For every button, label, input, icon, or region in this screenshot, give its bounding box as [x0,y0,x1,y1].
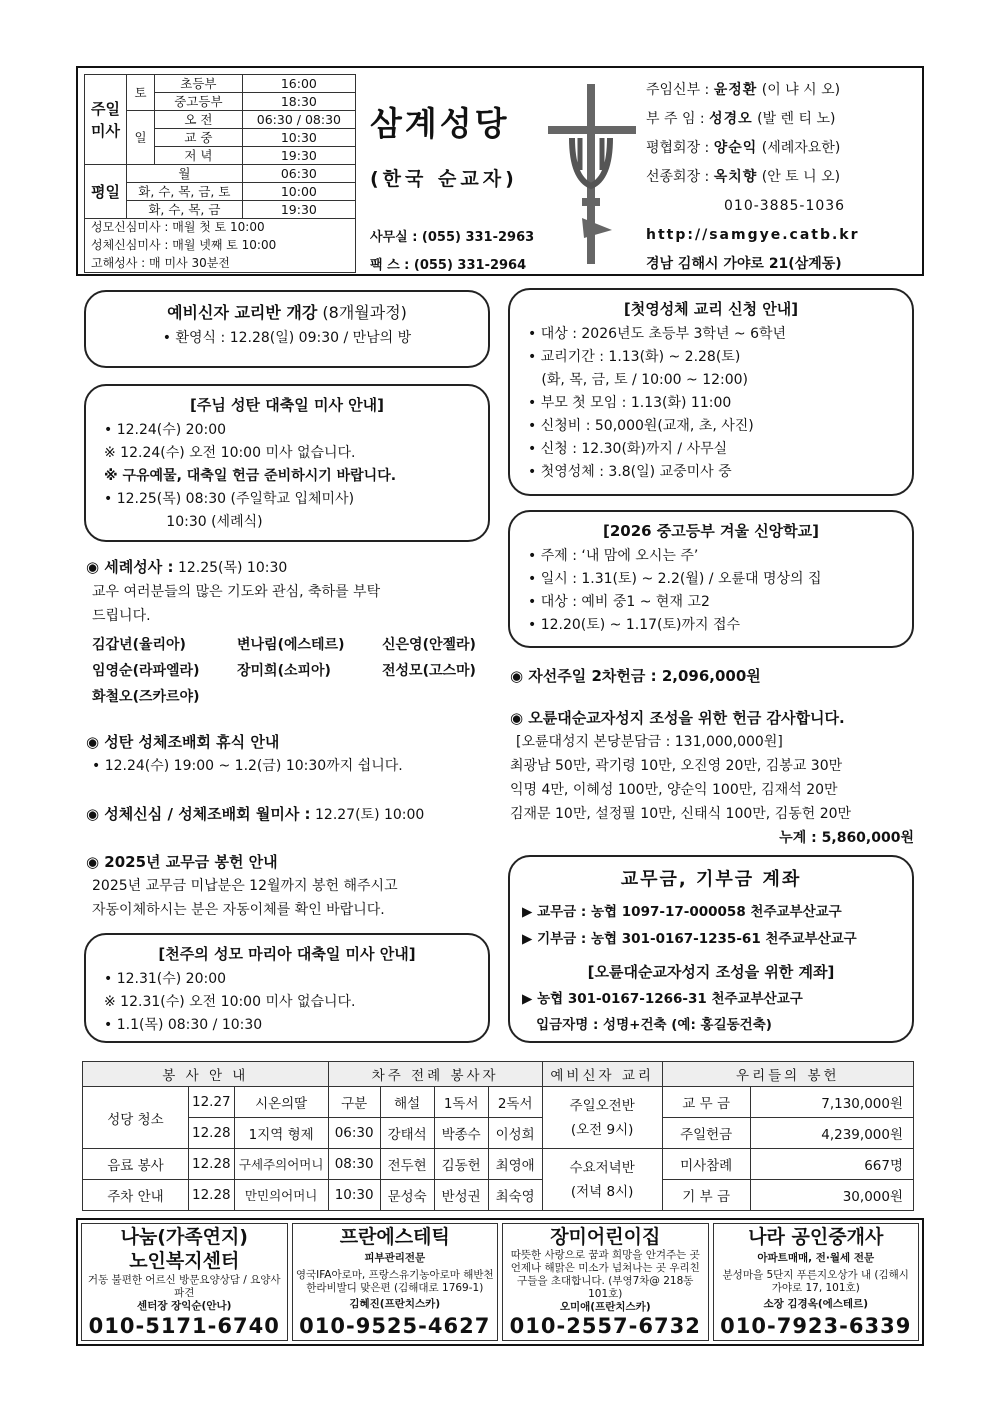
liturgy-person: 최숙영 [488,1180,542,1211]
staff-name: 성경오 [709,111,753,127]
christmas-line: ※ 구유예물, 대축일 헌금 준비하시기 바랍니다. [104,468,397,484]
drinks-label: 음료 봉사 [83,1149,189,1180]
ad-desc: 영국IFA아로마, 프랑스유기농아로마 해반천 한라비발디 맞은편 (김해대로 1769-1) [295,1268,494,1294]
service-group: 시온의딸 [234,1087,328,1118]
liturgy-person: 이성희 [488,1118,542,1149]
cleaning-label: 성당 청소 [83,1087,189,1149]
communion-line: • 부모 첫 모임 : 1.13(화) 11:00 [528,395,732,411]
catechism-wednesday [542,1149,662,1211]
mass-name: 저 녁 [155,147,243,165]
staff-role: 평협회장 : [646,140,714,156]
baptism-date: 12.25(목) 10:30 [173,560,288,576]
note-line: 고해성사 : 매 미사 30분전 [91,256,230,270]
shrine-account-line: ▶ 농협 301-0167-1266-31 천주교부산교구 [522,991,803,1007]
note-line: 성체신심미사 : 매월 넷째 토 10:00 [91,238,277,252]
staff-baptism: (발 렌 티 노) [752,111,836,127]
communion-line: • 대상 : 2026년도 초등부 3학년 ~ 6학년 [528,326,787,342]
catechumen-title-bold: 예비신자 교리반 개강 [167,303,318,322]
website-link[interactable]: http://samgye.catb.kr [646,227,860,243]
christmas-line: • 12.25(목) 08:30 (주일학교 입체미사) [104,491,355,507]
baptism-title: ◉ 세례성사 : [86,558,174,576]
shrine-line: 김재문 10만, 설정필 10만, 신태식 100만, 김동헌 20만 [510,806,852,822]
ad-owner: 오미애(프란치스카) [559,1301,651,1313]
christmas-line: • 12.24(수) 20:00 [104,422,227,438]
adoration-break-section [86,730,496,778]
charity-section [510,664,914,688]
ad-title: 나라 공인중개사 [748,1226,884,1248]
liturgy-col: 2독서 [488,1087,542,1118]
sunday-label: 일 [127,111,155,165]
fax-number: 팩 스 : (055) 331-2964 [370,258,527,273]
account-line: ▶ 교무금 : 농협 1097-17-000058 천주교부산교구 [522,904,842,920]
ad-phone: 010-9525-4627 [299,1314,491,1338]
mass-time: 16:00 [242,75,355,93]
staff-role: 주임신부 : [646,82,714,98]
catechumen-title [104,300,470,323]
ad-desc: 따뜻한 사랑으로 꿈과 희망을 안겨주는 곳 언제나 해맑은 미소가 넘쳐나는 곳 우리친구들을 초대합니다. (부영7차@ 218동 101호) [510,1249,700,1300]
offering-label: 미사참례 [662,1149,750,1180]
staff-baptism: (이 냐 시 오) [757,82,841,98]
shrine-line: 익명 4만, 이혜성 100만, 양순익 100만, 김재석 20만 [510,782,838,798]
winter-school-box [508,510,914,648]
winter-school-line: • 주제 : ‘내 맘에 오시는 주’ [528,548,699,564]
ad-owner: 소장 김경옥(에스테르) [763,1297,869,1310]
liturgy-person: 강태석 [380,1118,434,1149]
catechism-header: 예비신자 교리 [542,1062,662,1087]
liturgy-person: 김동헌 [434,1149,488,1180]
ad-title: 나눔(가족연지) [120,1226,248,1248]
baptism-name: 임영순(라파엘라) [92,663,200,679]
ad-subtitle: 아파트매매, 전·월세 전문 [757,1252,875,1265]
advertisements [76,1218,924,1346]
staff-name: 윤정환 [713,82,758,98]
offering-label: 주일헌금 [662,1118,750,1149]
baptism-text: 드립니다. [92,608,151,624]
service-date: 12.28 [189,1118,235,1149]
church-address: 경남 김해시 가야로 21(삼계동) [646,256,842,272]
saturday-label: 토 [127,75,155,111]
baptism-name: 전성모(고스마) [382,663,476,679]
baptism-names [86,632,496,710]
ad-phone: 010-7923-6339 [720,1314,912,1338]
monthly-mass-date: 12.27(토) 10:00 [310,807,425,823]
offering-header: 우리들의 봉헌 [662,1062,913,1087]
accounts-box [508,855,914,1043]
baptism-text: 교우 여러분들의 많은 기도와 관심, 축하를 부탁 [92,584,381,600]
communion-line: • 교리기간 : 1.13(화) ~ 2.28(토) [528,349,741,365]
offering-amount: 4,239,000원 [750,1118,913,1149]
first-communion-box [508,288,914,496]
service-date: 12.28 [189,1149,235,1180]
mass-time: 06:30 / 08:30 [242,111,355,129]
ad-realty [713,1223,920,1341]
baptism-section [86,555,496,710]
staff-row [646,105,860,134]
parking-label: 주차 안내 [83,1180,189,1211]
accounts-title: 교무금, 기부금 계좌 [620,869,802,890]
staff-name: 양순익 [713,140,758,156]
service-header: 봉 사 안 내 [83,1062,329,1087]
liturgy-person: 박종수 [434,1118,488,1149]
charity-title: ◉ 자선주일 2차헌금 : 2,096,000원 [510,667,761,685]
note-line: 성모신심미사 : 매월 첫 토 10:00 [91,220,265,234]
mass-name: 오 전 [155,111,243,129]
mary-line: • 1.1(목) 08:30 / 10:30 [104,1017,263,1033]
offering-amount: 667명 [750,1149,913,1180]
adoration-break-line: • 12.24(수) 19:00 ~ 1.2(금) 10:30까지 쉽니다. [92,758,403,774]
ad-phone: 010-2557-6732 [509,1314,701,1338]
mass-time: 19:30 [242,147,355,165]
catechism-class: 수요저녁반 [569,1159,635,1176]
mass-name: 화, 수, 목, 금, 토 [127,183,243,201]
communion-line: • 신청비 : 50,000원(교재, 초, 사진) [528,418,754,434]
service-table [82,1061,914,1211]
office-phone: 사무실 : (055) 331-2963 [370,230,535,245]
winter-school-line: • 대상 : 예비 중1 ~ 현재 고2 [528,594,710,610]
mass-schedule-table [84,74,356,219]
baptism-name: 김갑년(율리아) [92,637,186,653]
mary-title: [천주의 성모 마리아 대축일 미사 안내] [158,945,416,963]
staff-role: 부 주 임 : [646,111,710,127]
liturgy-person: 문성숙 [380,1180,434,1211]
communion-line: • 첫영성체 : 3.8(일) 교중미사 중 [528,464,732,480]
liturgy-time: 06:30 [328,1118,380,1149]
mass-name: 월 [127,165,243,183]
monthly-mass-title: ◉ 성체신심 / 성체조배회 월미사 : [86,805,311,823]
christmas-line: 10:30 (세례식) [104,514,263,530]
shrine-total: 누계 : 5,860,000원 [779,830,914,846]
service-group: 구세주의어머니 [234,1149,328,1180]
mass-time: 06:30 [242,165,355,183]
mass-time: 18:30 [242,93,355,111]
shrine-line: 최광남 50만, 곽기령 10만, 오진영 20만, 김봉교 30만 [510,758,843,774]
staff-baptism: (세례자요한) [757,140,841,156]
ad-title: 프란에스테틱 [339,1226,450,1248]
baptism-name: 신은영(안젤라) [382,637,476,653]
liturgy-time: 10:30 [328,1180,380,1211]
service-group: 만민의어머니 [234,1180,328,1211]
monthly-mass-section [86,802,496,827]
mass-name: 초등부 [155,75,243,93]
catechumen-line: • 환영식 : 12.28(일) 09:30 / 만남의 방 [162,330,412,346]
church-patron: (한국 순교자) [370,168,518,190]
service-group: 1지역 형제 [234,1118,328,1149]
communion-title: [첫영성체 교리 신청 안내] [623,300,799,318]
staff-list [646,76,860,279]
christmas-line: ※ 12.24(수) 오전 10:00 미사 없습니다. [104,445,356,461]
ad-owner: 센터장 장익순(안나) [137,1300,232,1313]
liturgy-col: 구분 [328,1087,380,1118]
shrine-account-title: [오륜대순교자성지 조성을 위한 계좌] [587,963,835,981]
ad-title: 장미어린이집 [550,1226,661,1248]
communion-line: • 신청 : 12.30(화)까지 / 사무실 [528,441,728,457]
shrine-title: ◉ 오륜대순교자성지 조성을 위한 헌금 감사합니다. [510,709,845,727]
christmas-title: [주님 성탄 대축일 미사 안내] [190,396,384,414]
winter-school-line: • 12.20(토) ~ 1.17(토)까지 접수 [528,617,741,633]
staff-baptism: (안 토 니 오) [757,169,841,185]
cross-icon [542,78,642,268]
staff-name: 옥치향 [713,169,758,185]
catechumen-box [84,290,490,368]
mary-mass-box [84,933,490,1043]
mass-name: 교 중 [155,129,243,147]
mass-time: 10:00 [242,183,355,201]
christmas-mass-box [84,384,490,542]
depositor-line: 입금자명 : 성명+건축 (예: 홍길동건축) [522,1017,772,1033]
catechism-time: (오전 9시) [570,1121,634,1138]
shrine-line: [오륜대성지 본당분담금 : 131,000,000원] [516,734,783,750]
liturgy-person: 전두현 [380,1149,434,1180]
weekday-mass-label: 평일 [85,165,127,219]
ad-desc: 거동 불편한 어르신 방문요양상담 / 요양사 파견 [87,1273,281,1299]
offering-label: 교 무 금 [662,1087,750,1118]
staff-row [646,163,860,192]
offering-amount: 30,000원 [750,1180,913,1211]
baptism-name: 변나림(에스테르) [237,637,345,653]
shrine-section [510,706,914,850]
ad-owner: 김혜진(프란치스카) [349,1297,441,1310]
account-line: ▶ 기부금 : 농협 301-0167-1235-61 천주교부산교구 [522,931,857,947]
baptism-name: 장미희(소피아) [237,663,331,679]
catechumen-title-rest: (8개월과정) [317,303,407,322]
sunday-mass-label: 주일 미사 [85,75,127,165]
mary-line: • 12.31(수) 20:00 [104,971,227,987]
ad-desc: 분성마을 5단지 푸른지오상가 내 (김해시 가야로 17, 101호) [722,1268,909,1294]
offering-label: 기 부 금 [662,1180,750,1211]
dues-line: 2025년 교무금 미납분은 12월까지 봉헌 해주시고 [92,878,398,894]
service-date: 12.27 [189,1087,235,1118]
ad-phone: 010-5171-6740 [88,1314,280,1338]
winter-school-line: • 일시 : 1.31(토) ~ 2.2(월) / 오륜대 명상의 집 [528,571,822,587]
staff-row [646,76,860,105]
mass-name: 화, 수, 목, 금 [127,201,243,219]
mass-notes [84,218,356,273]
catechism-class: 주일오전반 [569,1097,635,1114]
liturgy-header: 차주 전례 봉사자 [328,1062,542,1087]
ad-subtitle: 노인복지센터 [129,1249,240,1272]
adoration-break-title: ◉ 성탄 성체조배회 휴식 안내 [86,733,280,751]
staff-role: 선종회장 : [646,169,714,185]
dues-section [86,850,496,922]
church-name: 삼계성당 [370,104,510,143]
service-date: 12.28 [189,1180,235,1211]
mass-time: 19:30 [242,201,355,219]
dues-title: ◉ 2025년 교무금 봉헌 안내 [86,853,278,871]
liturgy-col: 해설 [380,1087,434,1118]
liturgy-col: 1독서 [434,1087,488,1118]
ad-subtitle: 피부관리전문 [364,1252,426,1265]
communion-line: (화, 목, 금, 토 / 10:00 ~ 12:00) [528,372,749,388]
dues-line: 자동이체하시는 분은 자동이체를 확인 바랍니다. [92,902,385,918]
offering-amount: 7,130,000원 [750,1087,913,1118]
catechism-sunday [542,1087,662,1149]
bulletin-header [76,66,924,276]
liturgy-person: 반성권 [434,1180,488,1211]
liturgy-time: 08:30 [328,1149,380,1180]
winter-school-title: [2026 중고등부 겨울 신앙학교] [602,522,820,540]
mary-line: ※ 12.31(수) 오전 10:00 미사 없습니다. [104,994,356,1010]
staff-row [646,134,860,163]
mass-name: 중고등부 [155,93,243,111]
ad-nursing-center [81,1223,288,1341]
liturgy-person: 최영애 [488,1149,542,1180]
funeral-phone: 010-3885-1036 [724,198,846,214]
ad-kindergarten [502,1223,709,1341]
mass-time: 10:30 [242,129,355,147]
catechism-time: (저녁 8시) [570,1183,634,1200]
baptism-name: 화철오(즈카르야) [92,689,200,705]
ad-esthetic [292,1223,499,1341]
